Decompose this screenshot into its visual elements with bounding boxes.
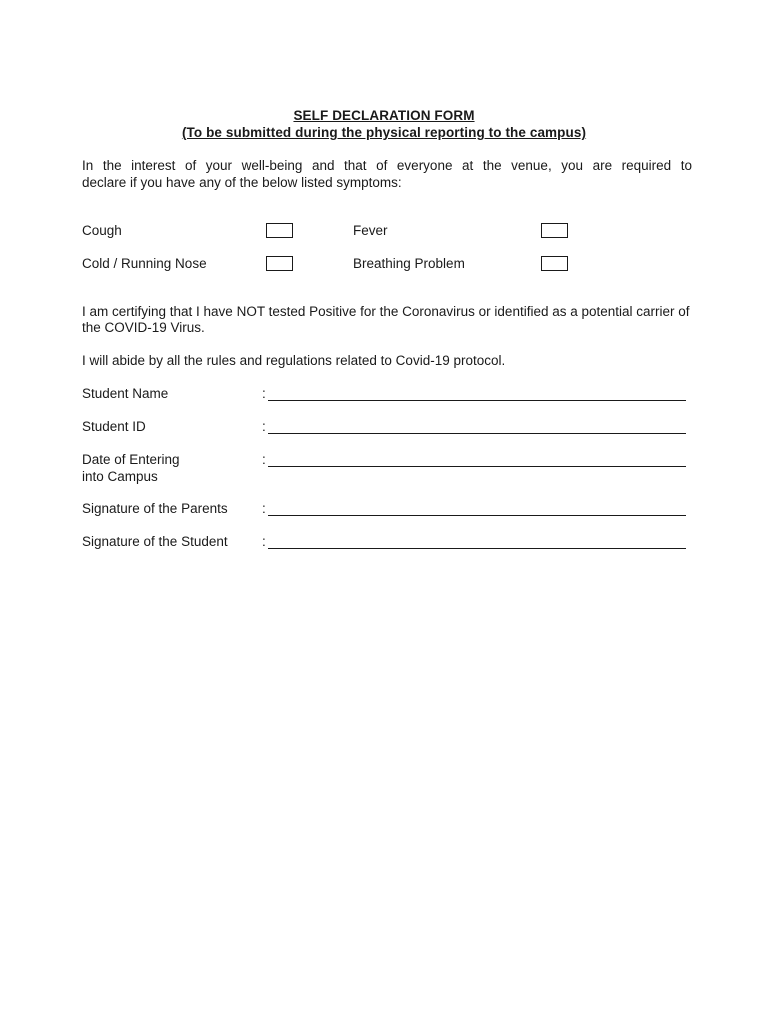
checkbox-breathing-problem[interactable] (541, 256, 568, 271)
student-id-field[interactable] (268, 418, 686, 434)
intro-paragraph (82, 157, 692, 191)
field-label-signature-parents: Signature of the Parents (82, 501, 228, 516)
field-label-signature-student: Signature of the Student (82, 534, 228, 549)
field-colon: : (262, 419, 266, 434)
symptom-label-fever: Fever (353, 223, 388, 238)
field-label-student-id: Student ID (82, 419, 146, 434)
field-label-date-of-entering (82, 451, 180, 485)
symptom-label-cough: Cough (82, 223, 122, 238)
symptom-label-cold-running-nose: Cold / Running Nose (82, 256, 207, 271)
checkbox-cold-running-nose[interactable] (266, 256, 293, 271)
symptom-label-breathing-problem: Breathing Problem (353, 256, 465, 271)
field-label-date-line-1: Date of Entering (82, 452, 180, 467)
field-label-date-line-2: into Campus (82, 469, 158, 484)
field-colon: : (262, 534, 266, 549)
checkbox-cough[interactable] (266, 223, 293, 238)
date-of-entering-field[interactable] (268, 451, 686, 467)
field-colon: : (262, 501, 266, 516)
certification-statement: I am certifying that I have NOT tested Positive for the Coronavirus or identified as a potential carrier of the COVID-19 Virus. (82, 304, 690, 335)
form-subtitle: (To be submitted during the physical reporting to the campus) (181, 125, 587, 140)
checkbox-fever[interactable] (541, 223, 568, 238)
signature-parents-field[interactable] (268, 500, 686, 516)
field-colon: : (262, 386, 266, 401)
intro-line-2: declare if you have any of the below listed symptoms: (82, 175, 402, 190)
signature-student-field[interactable] (268, 533, 686, 549)
field-colon: : (262, 452, 266, 467)
student-name-field[interactable] (268, 385, 686, 401)
form-title: SELF DECLARATION FORM (293, 108, 475, 123)
field-label-student-name: Student Name (82, 386, 169, 401)
intro-line-1: In the interest of your well-being and that of everyone at the venue, you are required to (82, 158, 692, 173)
abide-statement: I will abide by all the rules and regulations related to Covid-19 protocol. (82, 353, 506, 368)
